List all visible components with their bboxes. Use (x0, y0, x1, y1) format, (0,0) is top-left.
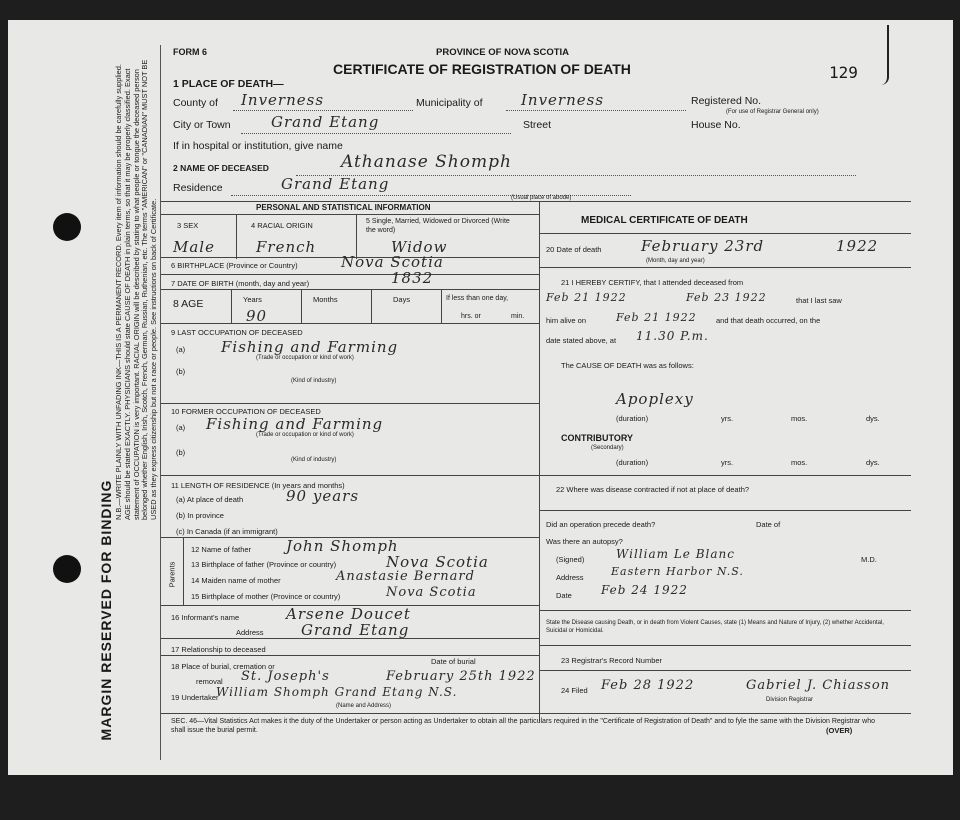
city-label: City or Town (173, 119, 231, 131)
cause-note: State the Disease causing Death, or in death from Violent Causes, state (1) Means and Nature of Injury, (2) whether Accidental, Suicidal or Homicidal. (546, 620, 884, 634)
min-label: min. (511, 313, 525, 320)
attended-to-value: Feb 23 1922 (686, 291, 767, 304)
former-b: (b) (176, 448, 186, 457)
autopsy-label: Was there an autopsy? (546, 537, 623, 546)
operation-label: Did an operation precede death? (546, 520, 656, 529)
mother-birthplace-label: 15 Birthplace of mother (Province or country) (191, 592, 341, 601)
dob-label: 7 DATE OF BIRTH (month, day and year) (171, 279, 310, 288)
filed-value: Feb 28 1922 (601, 678, 695, 693)
binding-margin-label: MARGIN RESERVED FOR BINDING (98, 479, 114, 741)
father-name-label: 12 Name of father (191, 545, 252, 554)
former-industry-note: (Kind of industry) (291, 457, 337, 463)
relationship-label: 17 Relationship to deceased (171, 645, 266, 654)
physician-signature: William Le Blanc (616, 547, 735, 561)
residence-b-label: (b) In province (176, 511, 224, 520)
father-birthplace-value: Nova Scotia (386, 553, 489, 571)
last-occupation-value: Fishing and Farming (221, 338, 399, 356)
birthplace-label: 6 BIRTHPLACE (Province or Country) (171, 261, 298, 270)
contrib-yrs: yrs. (721, 458, 734, 467)
residence-a-label: (a) At place of death (176, 495, 244, 504)
sex-value: Male (173, 238, 215, 256)
certificate-form (160, 45, 911, 760)
cause-duration: (duration) (616, 414, 649, 423)
former-occupation-value: Fishing and Farming (206, 415, 384, 433)
residence-value: Grand Etang (281, 175, 390, 193)
residence-length-label: 11 LENGTH OF RESIDENCE (In years and months) (171, 481, 345, 490)
undertaker-label: 19 Undertaker (171, 693, 219, 702)
date-above-label: date stated above, at (546, 336, 617, 345)
occupation-b: (b) (176, 367, 186, 376)
binder-hole-top (53, 213, 81, 241)
time-value: 11.30 P.m. (636, 329, 709, 343)
cause-mos: mos. (791, 414, 808, 423)
deceased-name-value: Athanase Shomph (341, 152, 512, 172)
former-trade-note: (Trade or occupation or kind of work) (256, 432, 354, 438)
contributory-label: CONTRIBUTORY (561, 433, 633, 443)
mother-name-label: 14 Maiden name of mother (191, 576, 281, 585)
birthplace-value: Nova Scotia (341, 253, 444, 271)
city-value: Grand Etang (271, 113, 380, 131)
death-date-label: 20 Date of death (546, 245, 602, 254)
burial-place-value: St. Joseph's (241, 669, 330, 684)
informant-label: 16 Informant's name (171, 613, 240, 622)
abode-note: (Usual place of abode) (511, 195, 572, 201)
death-date-value: February 23rd (641, 237, 765, 255)
residence-a-value: 90 years (286, 487, 360, 505)
name-address-note: (Name and Address) (336, 703, 392, 709)
county-value: Inverness (241, 91, 325, 109)
mother-name-value: Anastasie Bernard (336, 569, 475, 584)
attended-from-value: Feb 21 1922 (546, 291, 627, 304)
residence-label: Residence (173, 182, 223, 194)
over-label: (OVER) (826, 726, 853, 735)
deceased-name-label: 2 NAME OF DECEASED (173, 163, 269, 173)
last-saw-label: that I last saw (796, 296, 842, 305)
marital-label: 5 Single, Married, Widowed or Divorced (Write the word) (366, 218, 510, 234)
physician-address-value: Eastern Harbor N.S. (611, 565, 744, 578)
contrib-mos: mos. (791, 458, 808, 467)
former-occupation-label: 10 FORMER OCCUPATION OF DECEASED (171, 407, 321, 416)
division-registrar-label: Division Registrar (766, 697, 814, 703)
registered-no-label: Registered No. (691, 95, 762, 107)
record-number-label: 23 Registrar's Record Number (561, 656, 663, 665)
informant-value: Arsene Doucet (286, 605, 411, 623)
informant-address-label: Address (236, 628, 264, 637)
contrib-dys: dys. (866, 458, 880, 467)
age-value: 90 (246, 307, 268, 325)
registered-no-note: (For use of Registrar General only) (726, 109, 819, 115)
industry-note: (Kind of industry) (291, 378, 337, 384)
burial-date-value: February 25th 1922 (386, 669, 536, 684)
operation-date-label: Date of (756, 520, 781, 529)
residence-c-label: (c) In Canada (if an immigrant) (176, 527, 278, 536)
filed-label: 24 Filed (561, 686, 588, 695)
occurred-label: and that death occurred, on the (716, 316, 821, 325)
mdy-note: (Month, day and year) (646, 258, 705, 264)
alive-date-value: Feb 21 1922 (616, 311, 697, 324)
burial-date-label: Date of burial (431, 657, 476, 666)
less-than-day-label: If less than one day, (446, 295, 509, 302)
age-years-label: Years (243, 295, 262, 304)
place-of-death-label: 1 PLACE OF DEATH— (173, 78, 284, 90)
last-occupation-label: 9 LAST OCCUPATION OF DECEASED (171, 328, 303, 337)
form-number: FORM 6 (173, 47, 208, 57)
medical-title: MEDICAL CERTIFICATE OF DEATH (581, 215, 748, 226)
parents-label: Parents (167, 561, 177, 588)
municipality-value: Inverness (521, 91, 605, 109)
md-label: M.D. (861, 555, 877, 564)
house-no-label: House No. (691, 119, 741, 131)
trade-note: (Trade or occupation or kind of work) (256, 355, 354, 361)
physician-address-label: Address (556, 573, 584, 582)
racial-origin-value: French (256, 238, 317, 256)
hrs-label: hrs. or (461, 313, 481, 320)
signed-label: (Signed) (556, 555, 585, 564)
certify-label: 21 I HEREBY CERTIFY, that I attended deceased from (561, 278, 744, 287)
former-a: (a) (176, 423, 186, 432)
mother-birthplace-value: Nova Scotia (386, 585, 477, 600)
physician-date-label: Date (556, 591, 572, 600)
personal-info-heading: PERSONAL AND STATISTICAL INFORMATION (256, 203, 431, 212)
racial-origin-label: 4 RACIAL ORIGIN (251, 221, 313, 230)
footer-note: SEC. 46—Vital Statistics Act makes it the duty of the Undertaker or person acting as Undertaker to obtain all the particulars required in the "Certificate of Registration of Death" and to fyle the same with the Division Registrar who shall issue the burial permit. (171, 718, 876, 734)
age-months-label: Months (313, 295, 338, 304)
informant-address-value: Grand Etang (301, 621, 410, 639)
physician-date-value: Feb 24 1922 (601, 583, 688, 597)
age-days-label: Days (393, 295, 411, 304)
province-heading: PROVINCE OF NOVA SCOTIA (436, 47, 570, 58)
binder-hole-bottom (53, 555, 81, 583)
municipality-label: Municipality of (416, 97, 483, 109)
street-label: Street (523, 119, 552, 131)
contrib-duration: (duration) (616, 458, 649, 467)
registrar-signature: Gabriel J. Chiasson (746, 678, 891, 693)
cause-dys: dys. (866, 414, 880, 423)
occupation-a: (a) (176, 345, 186, 354)
certificate-number: 129 (829, 63, 858, 82)
cause-label: The CAUSE OF DEATH was as follows: (561, 361, 694, 370)
cause-yrs: yrs. (721, 414, 734, 423)
cause-value: Apoplexy (616, 390, 694, 408)
death-year-value: 1922 (836, 237, 879, 255)
certificate-title: CERTIFICATE OF REGISTRATION OF DEATH (333, 61, 631, 77)
dob-value: 1832 (391, 269, 434, 287)
father-birthplace-label: 13 Birthplace of father (Province or country) (191, 560, 337, 569)
marital-value: Widow (391, 238, 448, 256)
removal-label: removal (196, 677, 223, 686)
sex-label: 3 SEX (177, 221, 199, 230)
alive-on-label: him alive on (546, 316, 587, 325)
instructions-note: N.B.—WRITE PLAINLY WITH UNFADING INK—THIS IS A PERMANENT RECORD. Every item of information should be carefully supplied. AGE should be stated EXACTLY. PHYSICIANS should state CAUSE OF DEATH in plain terms, so that it may be properly classified. Exact statement of OCCUPATION is very important. RACIAL ORIGIN will be described by stating to what people or tongue the deceased person belonged whether English, Irish, Scotch, French, German, Russian, Ruthenian, etc. The terms "AMERICAN" or "CANADIAN" MUST NOT BE USED as they express citizenship but not a race or people. See instructions on back of Certificate. (114, 59, 159, 520)
secondary-note: (Secondary) (591, 445, 624, 451)
father-name-value: John Shomph (286, 537, 399, 555)
hospital-label: If in hospital or institution, give name (173, 140, 343, 152)
age-label: 8 AGE (173, 298, 204, 310)
county-label: County of (173, 97, 218, 109)
burial-place-label: 18 Place of burial, cremation or (171, 662, 275, 671)
undertaker-value: William Shomph Grand Etang N.S. (216, 685, 458, 699)
q22-label: 22 Where was disease contracted if not at place of death? (556, 485, 750, 494)
